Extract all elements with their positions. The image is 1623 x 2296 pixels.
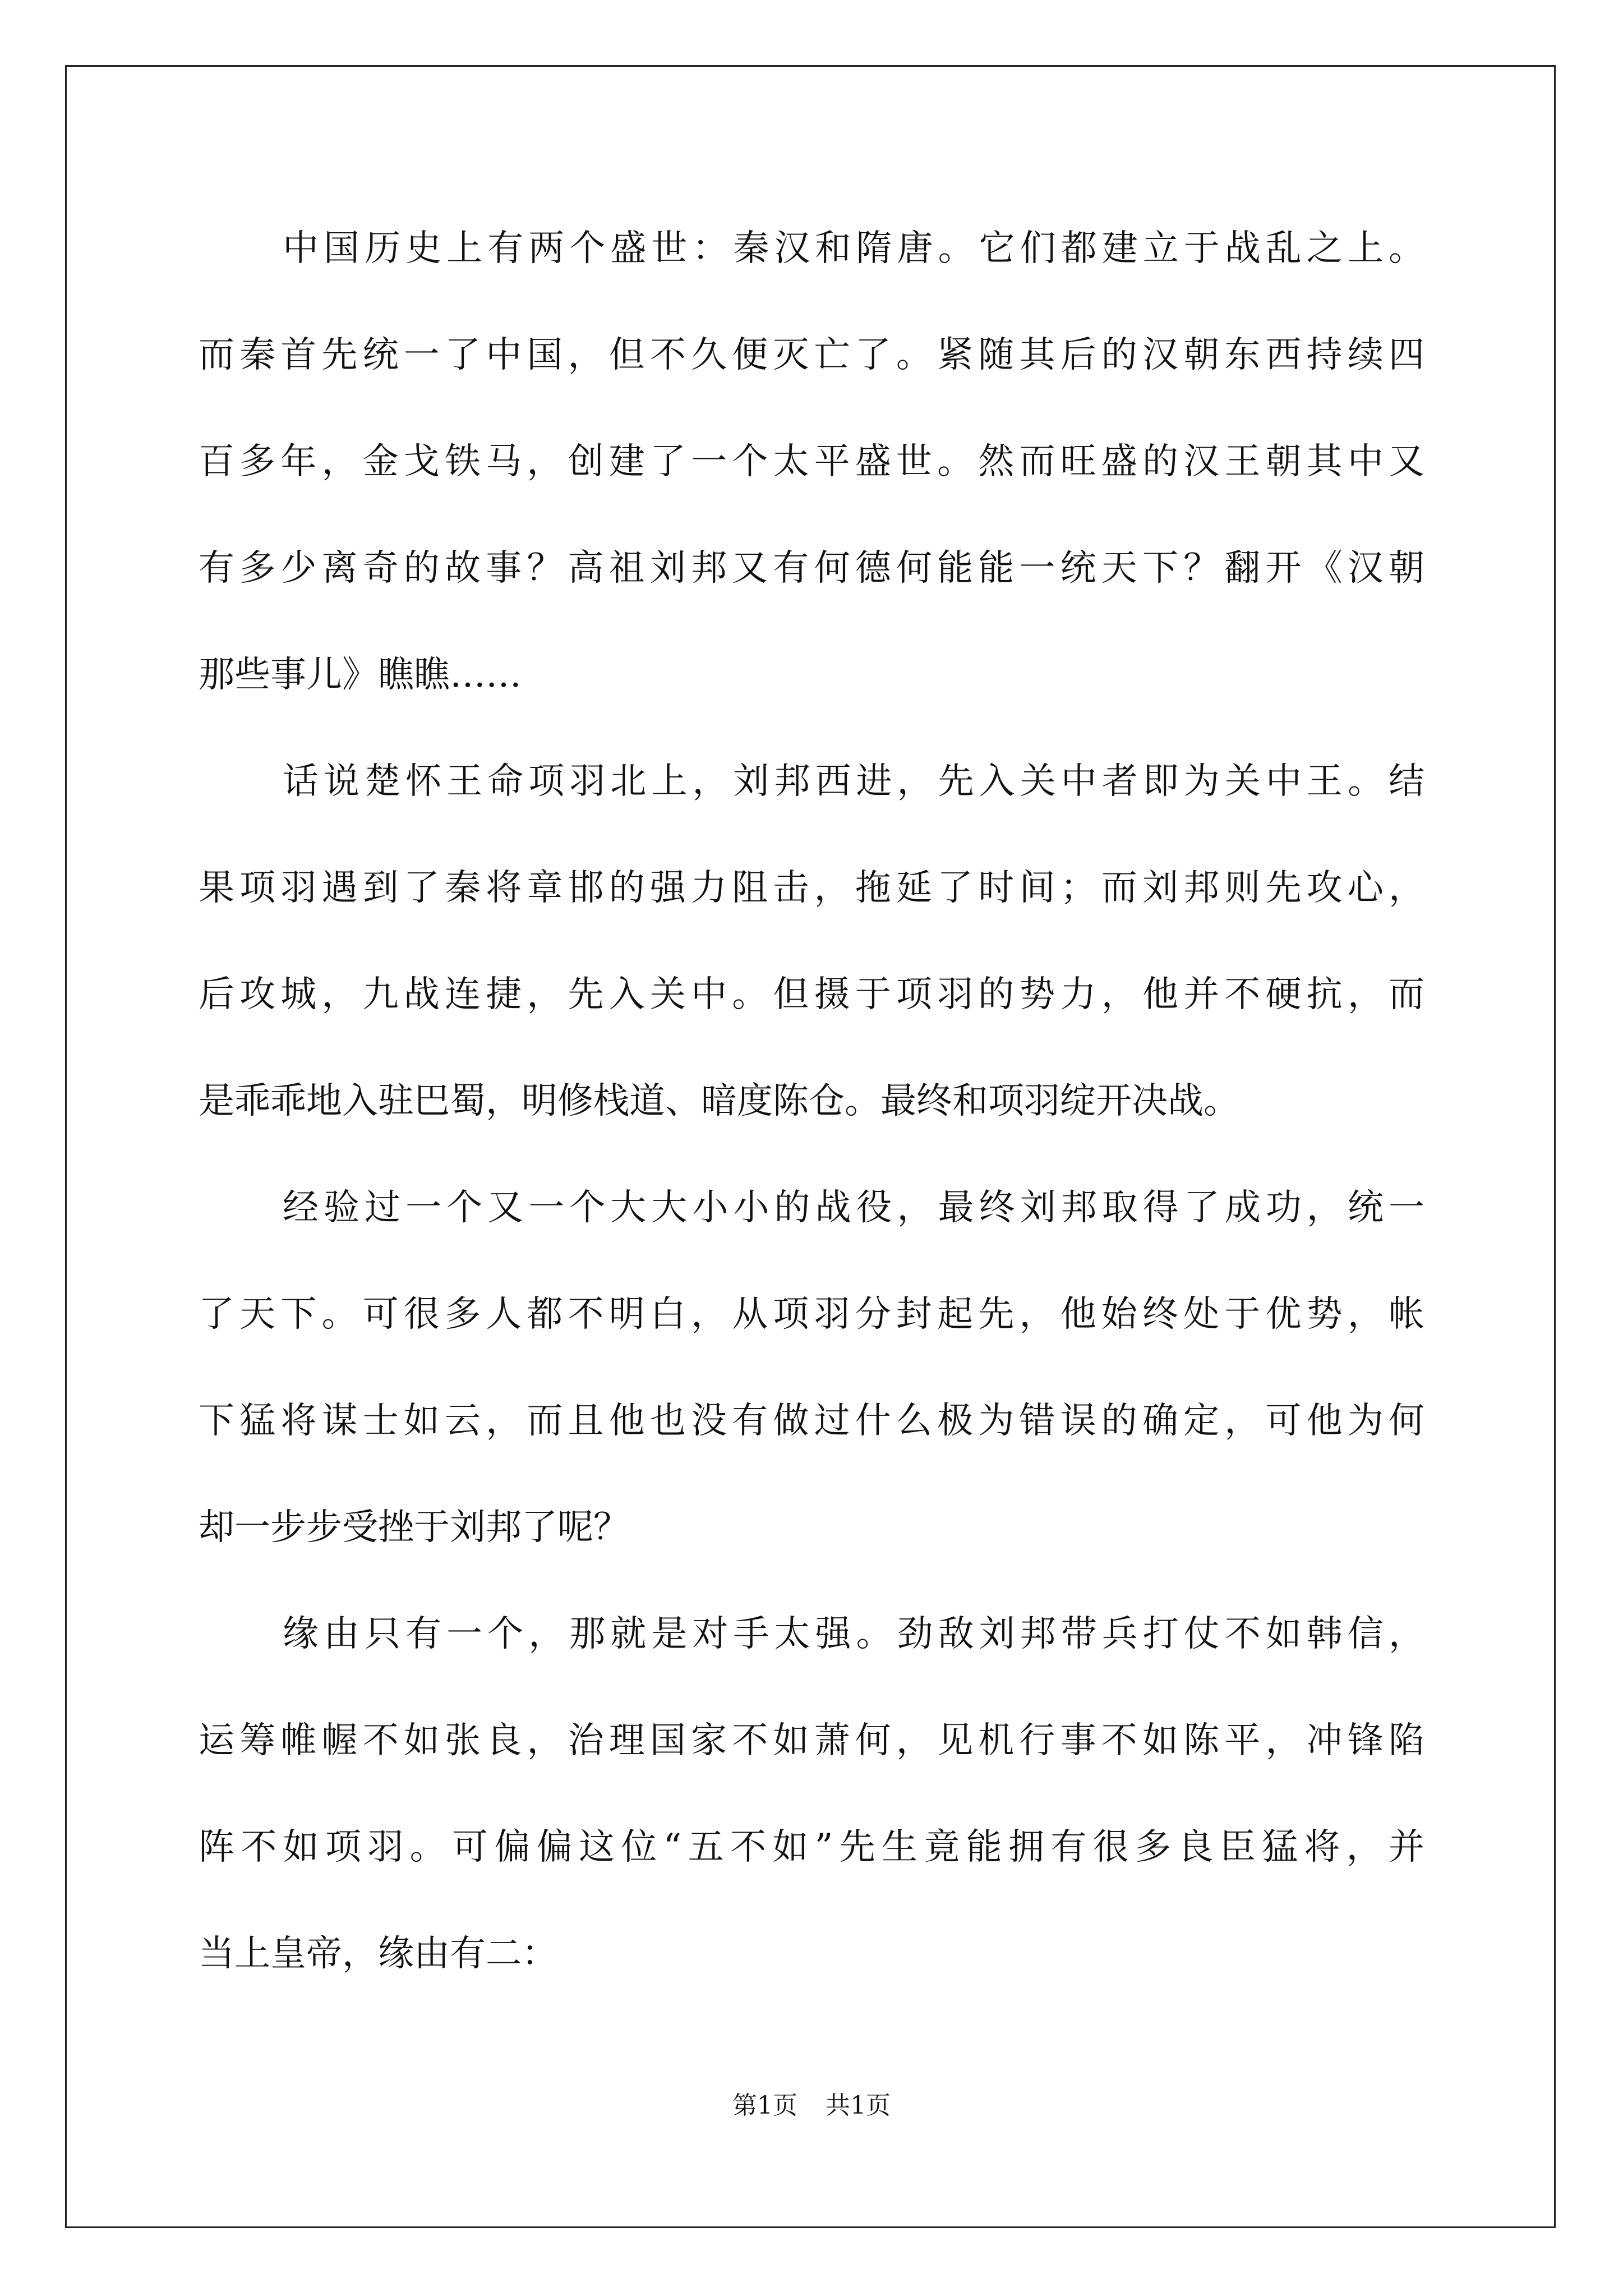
page-footer: [0, 2089, 1623, 2123]
paragraph-line: 缘由只有一个，那就是对手太强。劲敌刘邦带兵打仗不如韩信，: [283, 1613, 1424, 1655]
paragraph-line: 百多年，金戈铁马，创建了一个太平盛世。然而旺盛的汉王朝其中又: [199, 441, 1424, 482]
paragraph-line: 话说楚怀王命项羽北上，刘邦西进，先入关中者即为关中王。结: [283, 761, 1424, 802]
page-border: [65, 65, 1556, 2228]
paragraph-line: 当上皇帝，缘由有二：: [199, 1933, 557, 1975]
page-number-total: 共1页: [826, 2091, 891, 2120]
paragraph-line: 了天下。可很多人都不明白，从项羽分封起先，他始终处于优势，帐: [199, 1294, 1424, 1335]
paragraph-line: 下猛将谋士如云，而且他也没有做过什么极为错误的确定，可他为何: [199, 1400, 1424, 1442]
paragraph-line: 中国历史上有两个盛世：秦汉和隋唐。它们都建立于战乱之上。: [283, 228, 1424, 269]
paragraph-line: 运筹帷幄不如张良，治理国家不如萧何，见机行事不如陈平，冲锋陷: [199, 1720, 1424, 1761]
paragraph-line: 经验过一个又一个大大小小的战役，最终刘邦取得了成功，统一: [283, 1187, 1424, 1228]
paragraph-line: 而秦首先统一了中国，但不久便灭亡了。紧随其后的汉朝东西持续四: [199, 334, 1424, 376]
paragraph-line: 却一步步受挫于刘邦了呢？: [199, 1507, 629, 1548]
paragraph-line: 阵不如项羽。可偏偏这位“五不如”先生竟能拥有很多良臣猛将，并: [199, 1826, 1424, 1868]
paragraph-line: 后攻城，九战连捷，先入关中。但摄于项羽的势力，他并不硬抗，而: [199, 974, 1424, 1015]
page-number-current: 第1页: [732, 2091, 797, 2120]
paragraph-line: 有多少离奇的故事？高祖刘邦又有何德何能能一统天下？翻开《汉朝: [199, 547, 1424, 589]
paragraph-line: 是乖乖地入驻巴蜀，明修栈道、暗度陈仓。最终和项羽绽开决战。: [199, 1080, 1239, 1122]
paragraph-line: 果项羽遇到了秦将章邯的强力阻击，拖延了时间；而刘邦则先攻心，: [199, 867, 1424, 909]
paragraph-line: 那些事儿》瞧瞧……: [199, 654, 522, 696]
